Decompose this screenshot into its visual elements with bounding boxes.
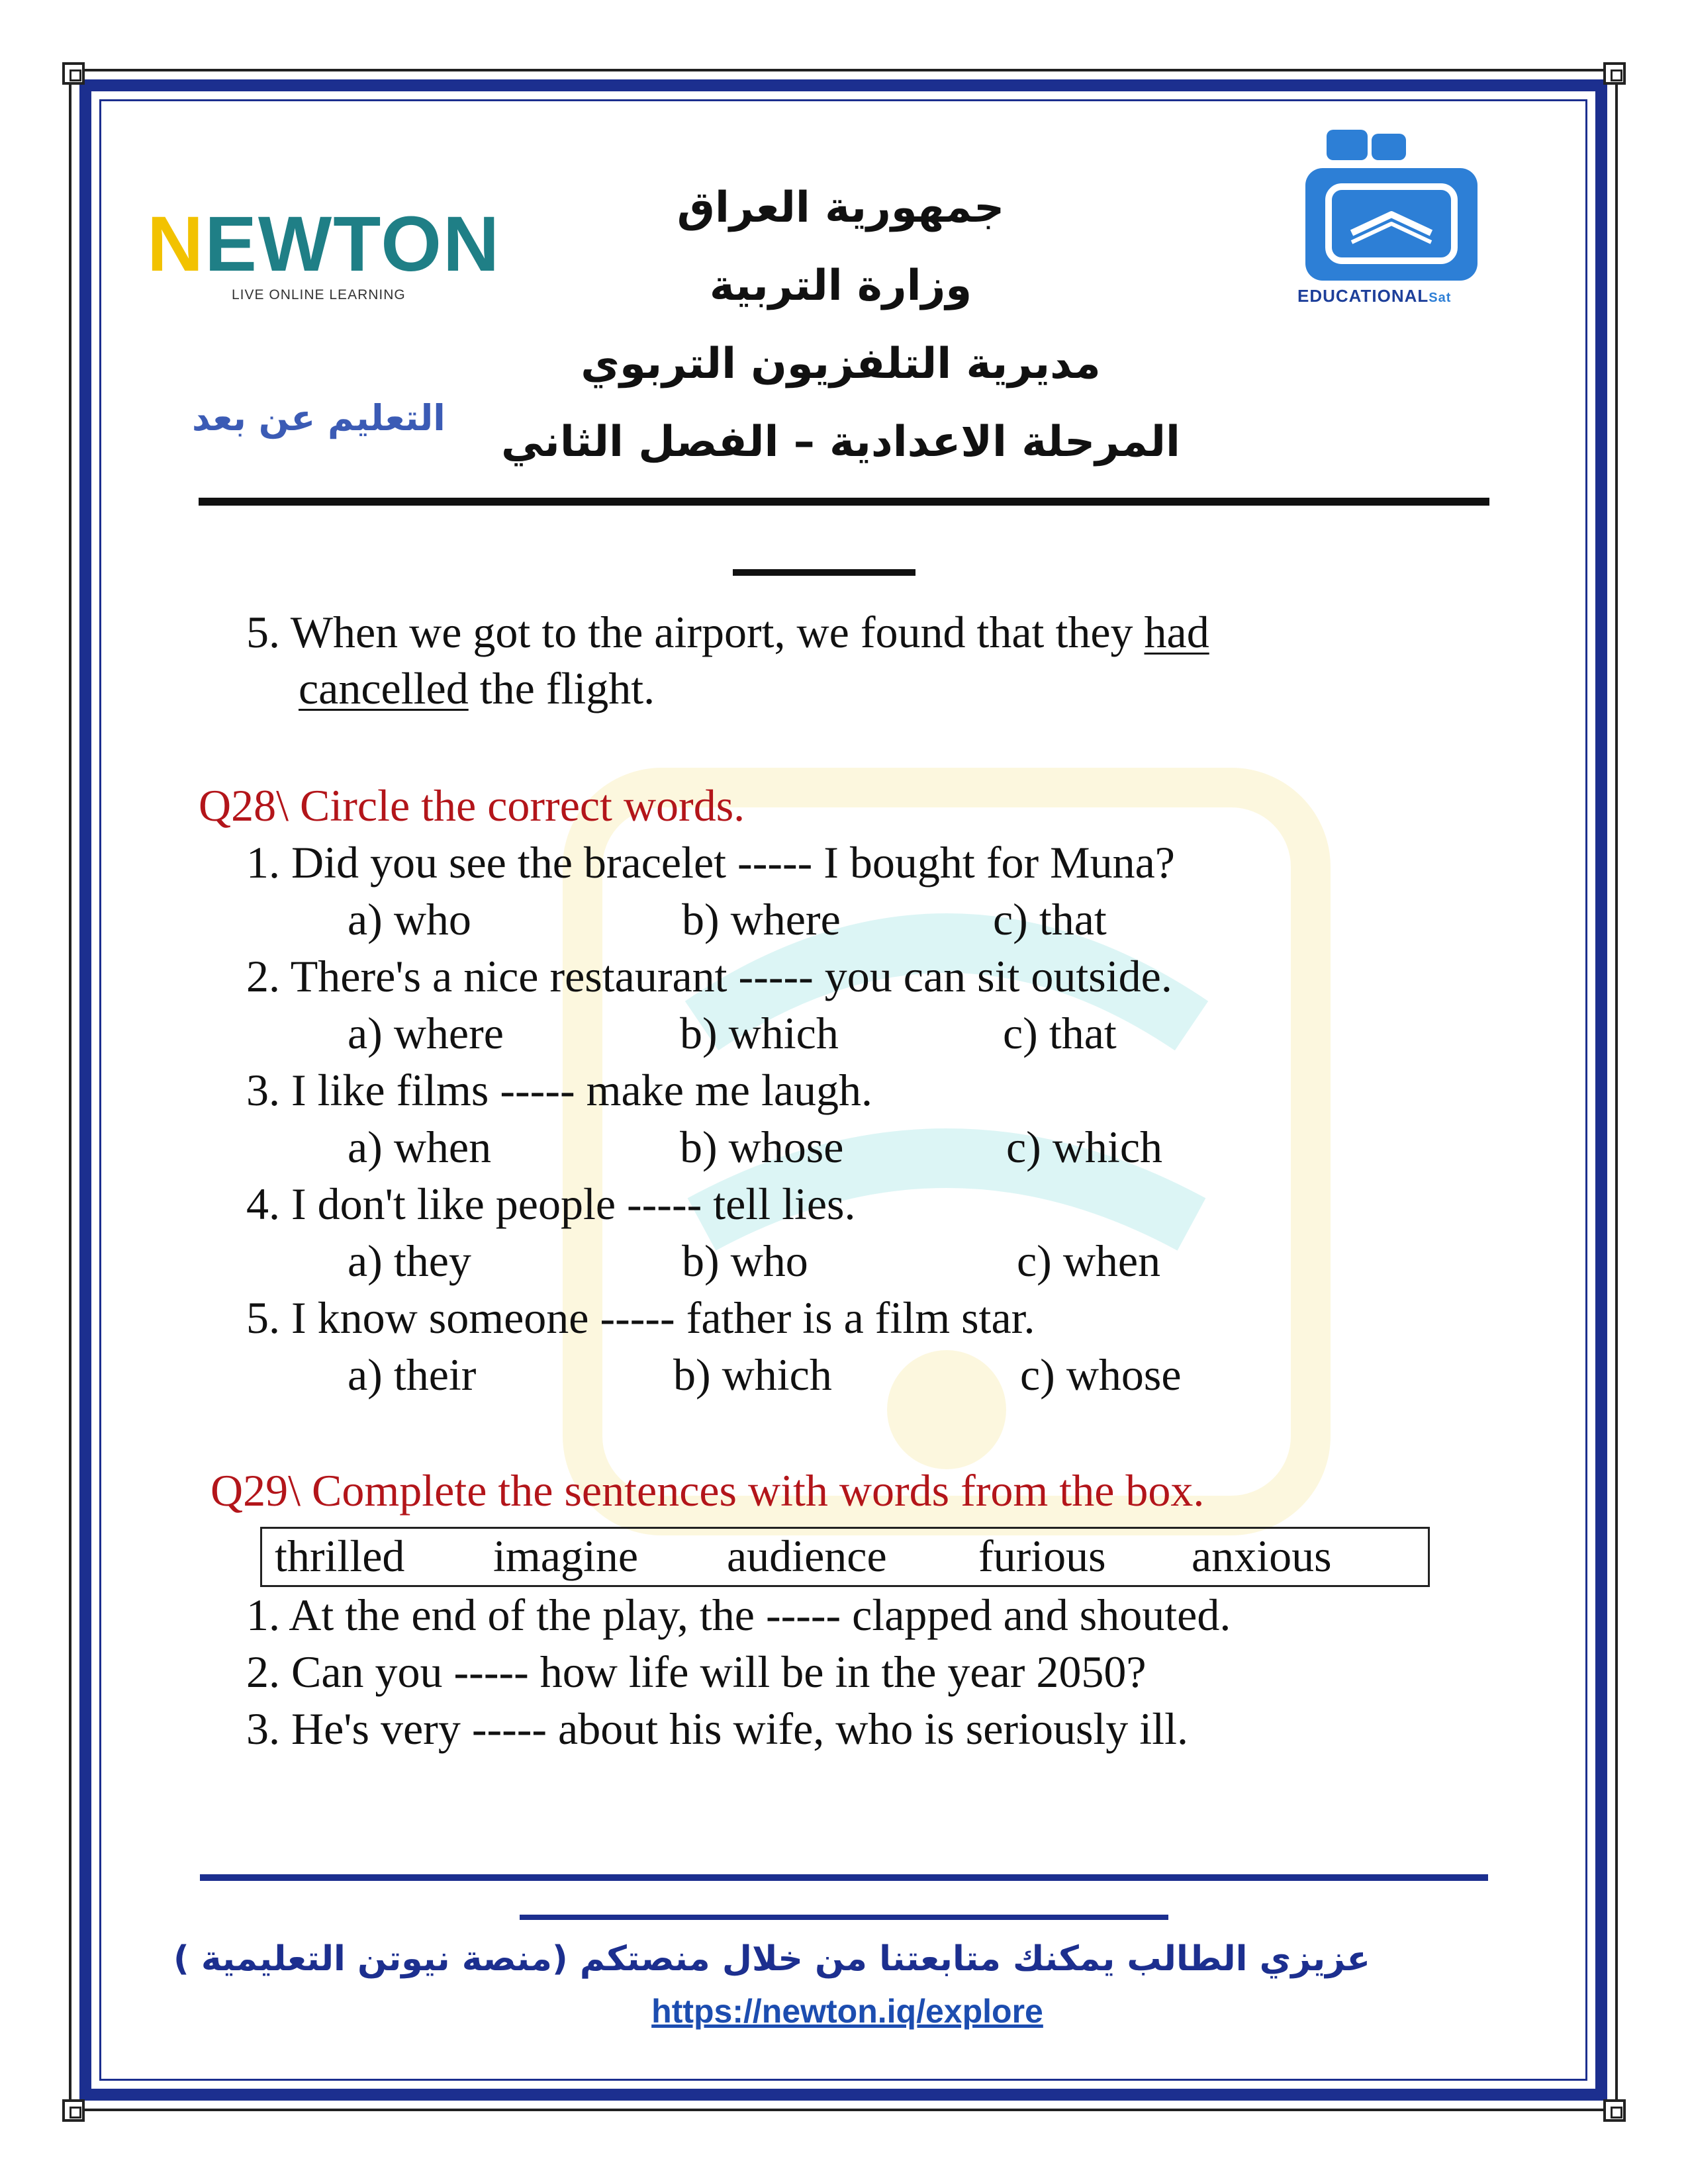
header-divider <box>199 498 1489 506</box>
q29-item: 1. At the end of the play, the ----- clapped and shouted. <box>246 1590 1231 1640</box>
box-word: furious <box>978 1531 1106 1581</box>
distance-learning-label: التعليم عن بعد <box>192 397 445 439</box>
q29-item: 2. Can you ----- how life will be in the year 2050? <box>246 1647 1147 1697</box>
prev-item-line-1: 5. When we got to the airport, we found that they had <box>246 607 1209 657</box>
q28-title: Q28\ Circle the correct words. <box>199 780 745 831</box>
q28-option-b: b) which <box>680 1008 839 1058</box>
q28-item: 1. Did you see the bracelet ----- I bought for Muna? <box>246 837 1175 887</box>
box-word: audience <box>727 1531 887 1581</box>
edu-logo-text: EDUCATIONAL <box>1297 286 1429 306</box>
footer-link[interactable]: https://newton.iq/explore <box>651 1993 1043 2030</box>
corner-ornament <box>62 62 85 85</box>
box-word: imagine <box>493 1531 639 1581</box>
q28-option-a: a) where <box>348 1008 504 1058</box>
q28-option-a: a) who <box>348 894 471 944</box>
edu-logo-suffix: Sat <box>1429 291 1452 305</box>
corner-ornament <box>1603 62 1626 85</box>
q28-option-a: a) when <box>348 1122 492 1172</box>
q28-option-a: a) their <box>348 1349 477 1400</box>
header-line: جمهورية العراق <box>677 183 1005 232</box>
q28-option-b: b) who <box>682 1236 808 1286</box>
q28-option-c: c) that <box>1003 1008 1117 1058</box>
q28-option-c: c) when <box>1017 1236 1161 1286</box>
header-titles <box>490 169 1192 481</box>
box-word: anxious <box>1192 1531 1332 1581</box>
q28-option-a: a) they <box>348 1236 471 1286</box>
q28-item: 4. I don't like people ----- tell lies. <box>246 1179 856 1229</box>
corner-ornament <box>62 2099 85 2122</box>
q29-item: 3. He's very ----- about his wife, who is seriously ill. <box>246 1704 1188 1754</box>
q28-option-c: c) that <box>993 894 1107 944</box>
q28-option-b: b) whose <box>680 1122 844 1172</box>
newton-logo <box>147 201 501 304</box>
footer-divider <box>200 1874 1488 1881</box>
book-icon <box>1305 168 1477 281</box>
q28-item: 2. There's a nice restaurant ----- you can sit outside. <box>246 951 1172 1001</box>
corner-ornament <box>1603 2099 1626 2122</box>
q28-option-b: b) which <box>673 1349 832 1400</box>
q28-option-c: c) whose <box>1020 1349 1182 1400</box>
header-line: المرحلة الاعدادية – الفصل الثاني <box>501 418 1180 467</box>
newton-logo-word: EWTON <box>205 201 501 288</box>
prev-item-line-2: cancelled the flight. <box>299 663 655 713</box>
newton-tagline: LIVE ONLINE LEARNING <box>232 287 406 302</box>
q28-item: 5. I know someone ----- father is a film star. <box>246 1293 1035 1343</box>
q29-title: Q29\ Complete the sentences with words from the box. <box>211 1465 1205 1516</box>
box-word: thrilled <box>275 1531 405 1581</box>
header-line: مديرية التلفزيون التربوي <box>581 340 1101 388</box>
short-divider <box>733 569 915 576</box>
q28-option-c: c) which <box>1006 1122 1163 1172</box>
footer-divider-short <box>520 1915 1168 1920</box>
q28-option-b: b) where <box>682 894 841 944</box>
header-line: وزارة التربية <box>709 261 972 310</box>
newton-logo-letter: N <box>147 201 205 288</box>
q28-item: 3. I like films ----- make me laugh. <box>246 1065 873 1115</box>
footer-note: عزيزي الطالب يمكنك متابعتنا من خلال منصتكم (منصة نيوتن التعليمية ) <box>173 1939 1370 1979</box>
educational-sat-logo <box>1297 130 1509 315</box>
